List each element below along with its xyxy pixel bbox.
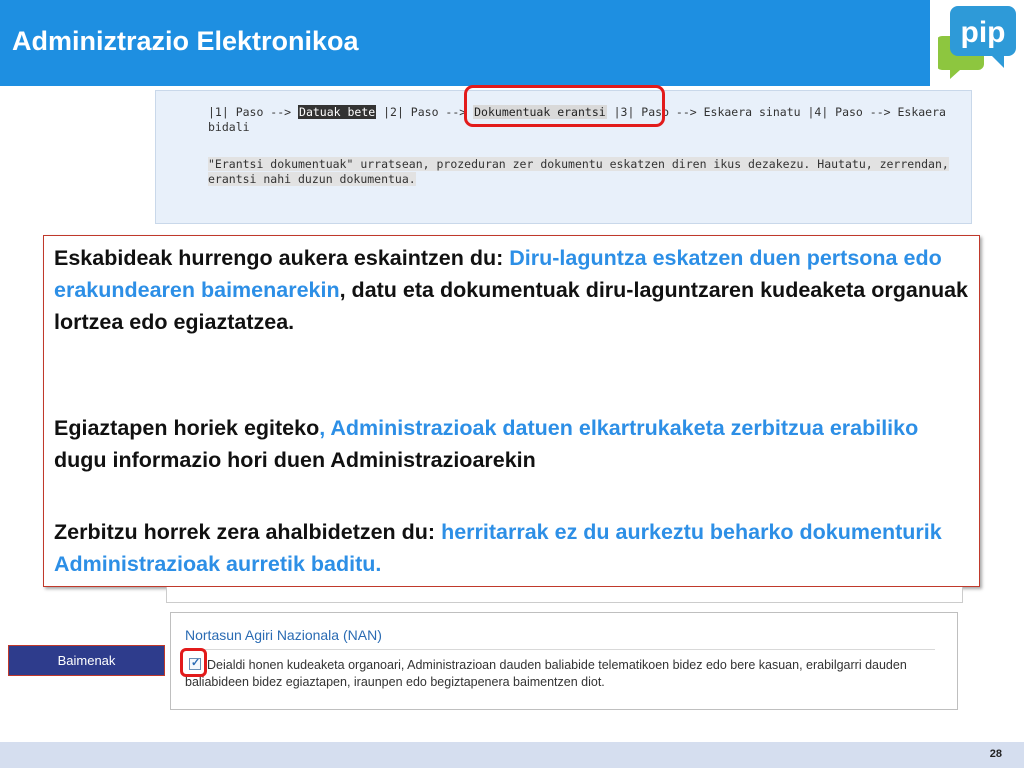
slide-title: Adminiztrazio Elektronikoa [12,26,359,56]
p3-accent: herritarrak ez du aurkeztu beharko dokumenturik Administrazioak aurretik baditu. [54,520,942,576]
p1-text-b: , datu eta dokumentuak diru-laguntzaren kudeaketa organuak lortzea edo egiaztatzea. [54,278,969,334]
steps-rest: |3| Paso --> Eskaera sinatu |4| Paso --> Eskaera bidali [208,105,946,134]
nan-title: Nortasun Agiri Nazionala (NAN) [185,627,382,643]
instruction-note [208,157,963,187]
checkmark-icon: ✓ [191,657,201,669]
logo-text: pip [960,16,1006,49]
explanation-box [43,235,980,587]
baimenak-label: Baimenak [8,645,165,676]
paragraph-3 [54,516,969,580]
step2-prefix: |2| Paso --> [376,105,474,119]
slide-footer [0,742,1024,768]
p1-accent: Diru-laguntza eskatzen duen pertsona edo erakundearen baimenarekin [54,246,942,302]
consent-text: Deialdi honen kudeaketa organoari, Administrazioan dauden baliabide telematikoen bidez edo bere kasuan, erabilgarri dauden baliabideen bidez egiaztapen, iraunpen edo begiztapenera baimentzen diot. [185,658,907,689]
step1-prefix: |1| Paso --> [208,105,299,119]
p1-text-a: Eskabideak hurrengo aukera eskaintzen du: [54,246,510,270]
consent-screenshot [170,612,958,710]
paragraph-2 [54,412,969,476]
highlight-circle-dokumentuak [464,85,665,127]
p2-text-a: Egiaztapen horiek egiteko [54,416,320,440]
pip-speech-bubble-icon [938,4,1018,82]
p2-accent: , Administrazioak datuen elkartrukaketa zerbitzua erabiliko [319,416,919,440]
screenshot-strip [166,587,963,603]
step1-label: Datuak bete [299,105,376,119]
step2-label: Dokumentuak erantsi [474,105,606,119]
divider [185,649,935,650]
pip-logo [930,0,1024,86]
p3-text-a: Zerbitzu horrek zera ahalbidetzen du: [54,520,442,544]
instruction-note-text: "Erantsi dokumentuak" urratsean, prozeduran zer dokumentu eskatzen diren ikus dezakezu. Hautatu, zerrendan, erantsi nahi duzun dokumentua. [208,157,949,186]
slide-header [0,0,930,86]
p2-text-b: dugu informazio hori duen Administrazioarekin [54,448,536,472]
paragraph-1 [54,242,969,338]
highlight-circle-checkbox [180,648,207,677]
page-number: 28 [989,748,1002,760]
